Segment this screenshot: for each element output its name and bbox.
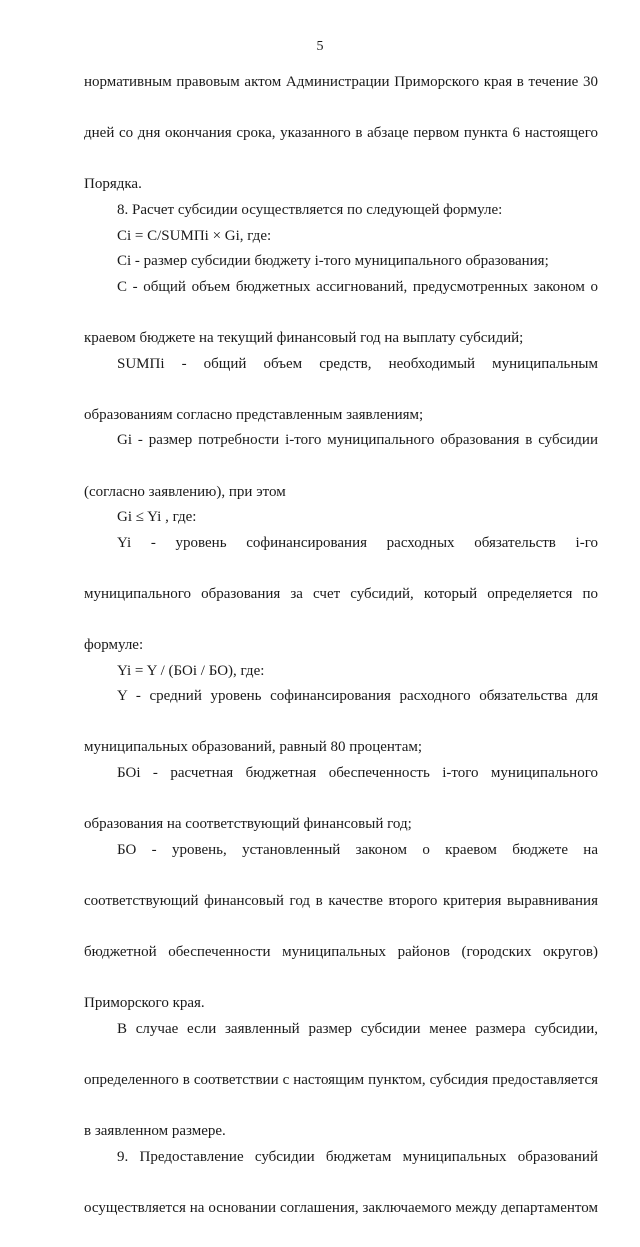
- text-line: муниципального образования за счет субсидий, который определяется по: [84, 585, 598, 602]
- text-line: образования на соответствующий финансовый год;: [84, 816, 412, 833]
- paragraph: [84, 70, 598, 198]
- text-line: в заявленном размере.: [84, 1123, 226, 1140]
- text-line: Gi - размер потребности i-того муниципального образования в субсидии: [117, 432, 598, 449]
- text-line: БО - уровень, установленный законом о краевом бюджете на: [117, 841, 598, 858]
- text-line: (согласно заявлению), при этом: [84, 483, 286, 500]
- paragraph: [84, 1017, 598, 1145]
- formula-line: Ci = C/SUMПi × Gi, где:: [117, 227, 272, 244]
- text-line: БОi - расчетная бюджетная обеспеченность i-того муниципального: [117, 765, 598, 782]
- paragraph: [84, 275, 598, 352]
- text-line: 9. Предоставление субсидии бюджетам муниципальных образований: [117, 1148, 598, 1165]
- paragraph: [84, 1145, 598, 1247]
- formula-line: Gi ≤ Yi , где:: [117, 509, 197, 526]
- text-line: Yi - уровень софинансирования расходных обязательств i-го: [117, 534, 598, 551]
- paragraph: [84, 684, 598, 761]
- text-line: бюджетной обеспеченности муниципальных районов (городских округов): [84, 944, 598, 961]
- formula-line: Yi = Y / (БОi / БО), где:: [117, 662, 265, 679]
- text-line: муниципальных образований, равный 80 процентам;: [84, 739, 423, 756]
- paragraph: [84, 352, 598, 429]
- paragraph: [84, 428, 598, 505]
- text-line: определенного в соответствии с настоящим пунктом, субсидия предоставляется: [84, 1072, 598, 1089]
- text-line: Y - средний уровень софинансирования расходного обязательства для: [117, 688, 598, 705]
- document-body: [84, 70, 598, 1247]
- text-line: образованиям согласно представленным заявлениям;: [84, 406, 424, 423]
- text-line: Порядка.: [84, 176, 142, 193]
- paragraph: [84, 761, 598, 838]
- paragraph: [84, 249, 598, 275]
- text-line: 8. Расчет субсидии осуществляется по следующей формуле:: [117, 201, 503, 218]
- text-line: Приморского края.: [84, 995, 205, 1012]
- text-line: SUMПi - общий объем средств, необходимый муниципальным: [117, 355, 598, 372]
- text-line: соответствующий финансовый год в качестве второго критерия выравнивания: [84, 893, 598, 909]
- text-line: нормативным правовым актом Администрации Приморского края в течение 30: [84, 74, 598, 90]
- text-line: Ci - размер субсидии бюджету i-того муниципального образования;: [117, 253, 549, 270]
- text-line: C - общий объем бюджетных ассигнований, предусмотренных законом о: [117, 278, 598, 295]
- text-line: формуле:: [84, 637, 144, 654]
- paragraph: [84, 198, 598, 224]
- text-line: осуществляется на основании соглашения, заключаемого между департаментом: [84, 1200, 598, 1217]
- text-line: В случае если заявленный размер субсидии менее размера субсидии,: [117, 1020, 598, 1037]
- text-line: краевом бюджете на текущий финансовый год на выплату субсидий;: [84, 329, 524, 346]
- page-number: 5: [316, 39, 324, 54]
- text-line: дней со дня окончания срока, указанного в абзаце первом пункта 6 настоящего: [84, 125, 598, 142]
- paragraph: [84, 838, 598, 1017]
- paragraph: [84, 531, 598, 659]
